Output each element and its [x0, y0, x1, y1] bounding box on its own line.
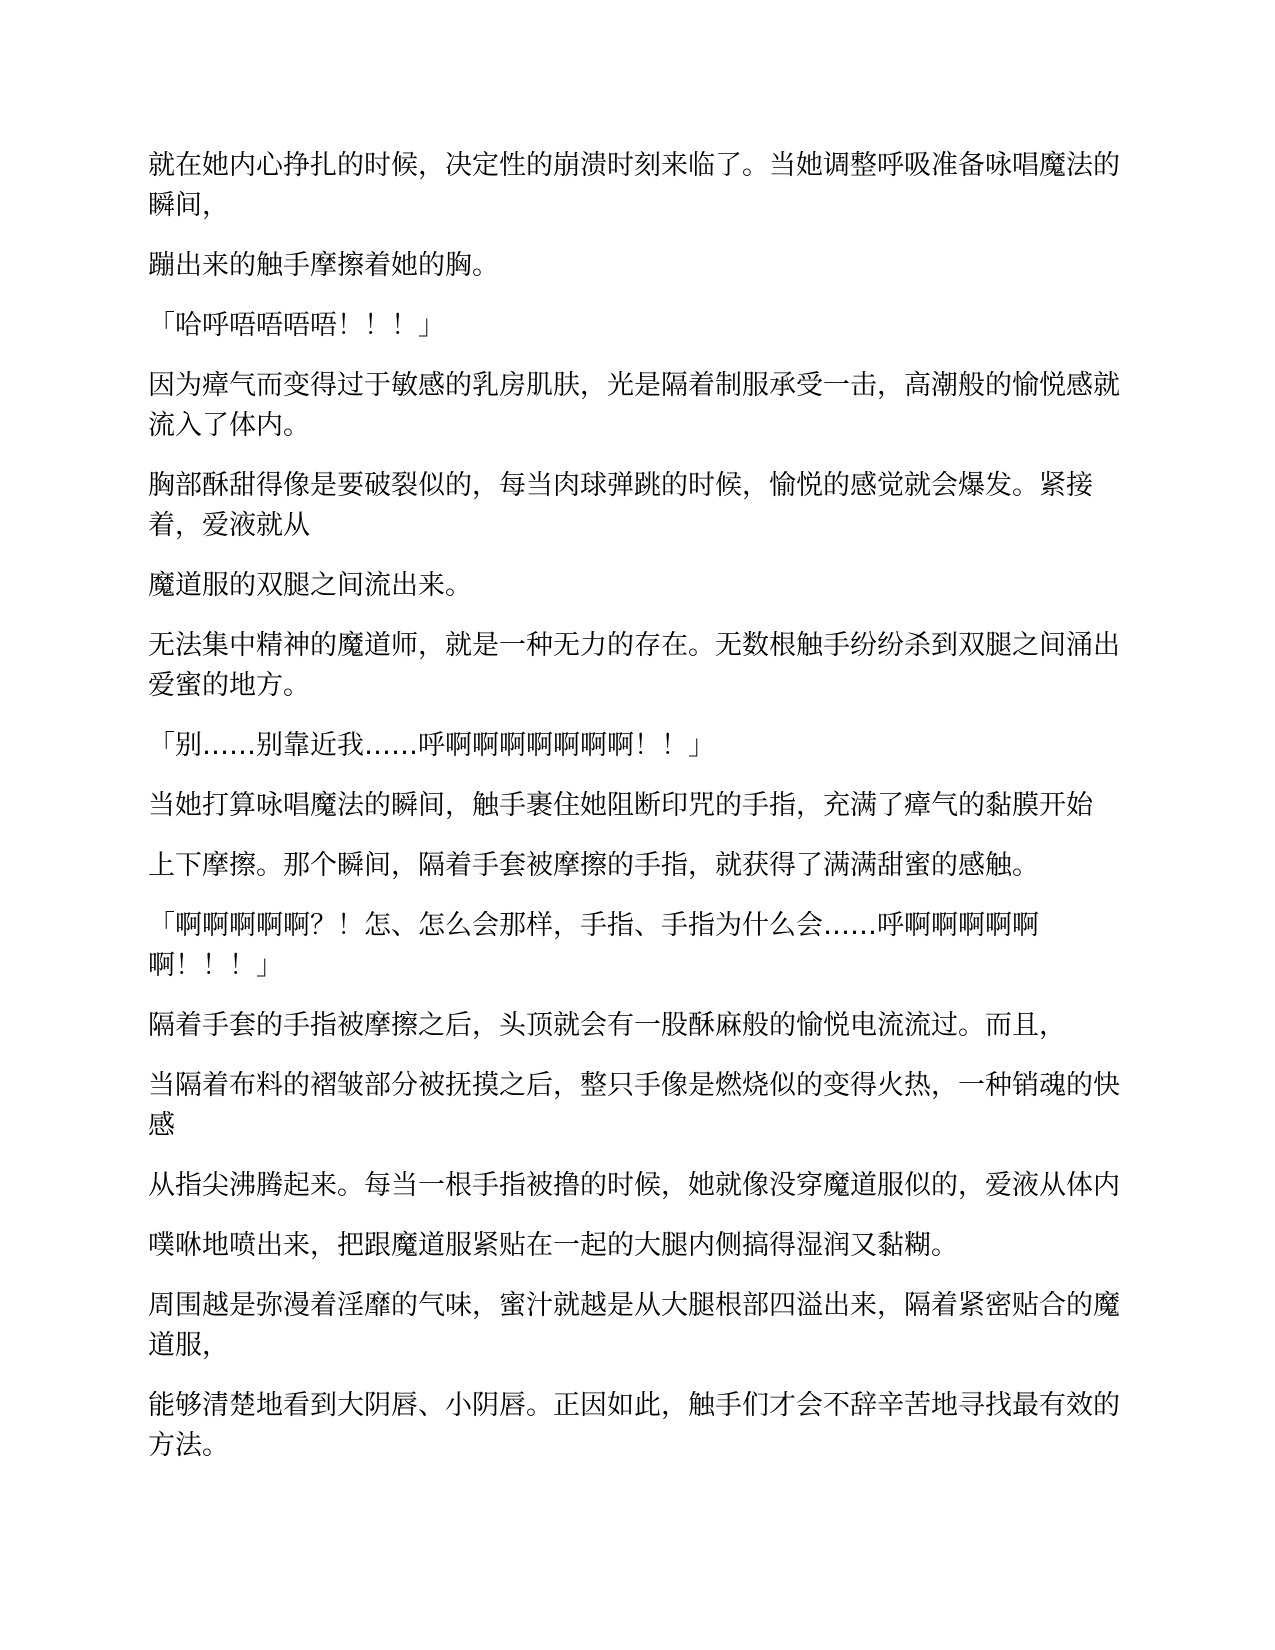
paragraph [148, 726, 1125, 766]
paragraph [148, 1286, 1125, 1366]
paragraph [148, 1006, 1125, 1046]
text-line: 就在她内心挣扎的时候，决定性的崩溃时刻来临了。当她调整呼吸准备咏唱魔法的 [148, 150, 1120, 181]
paragraph [148, 306, 1125, 346]
text-line: 当她打算咏唱魔法的瞬间，触手裹住她阻断印咒的手指，充满了瘴气的黏膜开始 [148, 790, 1093, 821]
paragraph-list [148, 146, 1125, 1466]
paragraph [148, 1166, 1125, 1206]
text-line: 上下摩擦。那个瞬间，隔着手套被摩擦的手指，就获得了满满甜蜜的感触。 [148, 850, 1039, 881]
text-line: 从指尖沸腾起来。每当一根手指被撸的时候，她就像没穿魔道服似的，爱液从体内 [148, 1170, 1120, 1201]
paragraph [148, 1386, 1125, 1466]
text-line: 当隔着布料的褶皱部分被抚摸之后，整只手像是燃烧似的变得火热，一种销魂的快 [148, 1070, 1120, 1101]
paragraph [148, 1066, 1125, 1146]
text-line: 能够清楚地看到大阴唇、小阴唇。正因如此，触手们才会不辞辛苦地寻找最有效的 [148, 1390, 1120, 1421]
paragraph [148, 1226, 1125, 1266]
text-line: 爱蜜的地方。 [148, 670, 310, 701]
text-line: 道服， [148, 1330, 229, 1361]
text-line: 周围越是弥漫着淫靡的气味，蜜汁就越是从大腿根部四溢出来，隔着紧密贴合的魔 [148, 1290, 1120, 1321]
text-line: 感 [148, 1110, 175, 1141]
text-line: 方法。 [148, 1430, 229, 1461]
text-line: 「别……别靠近我……呼啊啊啊啊啊啊啊！！」 [148, 730, 715, 761]
paragraph [148, 566, 1125, 606]
text-line: 着，爱液就从 [148, 510, 310, 541]
paragraph [148, 466, 1125, 546]
text-line: 魔道服的双腿之间流出来。 [148, 570, 472, 601]
text-line: 蹦出来的触手摩擦着她的胸。 [148, 250, 499, 281]
text-line: 瞬间， [148, 190, 229, 221]
paragraph [148, 906, 1125, 986]
paragraph [148, 246, 1125, 286]
text-line: 胸部酥甜得像是要破裂似的，每当肉球弹跳的时候，愉悦的感觉就会爆发。紧接 [148, 470, 1093, 501]
text-line: 隔着手套的手指被摩擦之后，头顶就会有一股酥麻般的愉悦电流流过。而且， [148, 1010, 1066, 1041]
paragraph [148, 366, 1125, 446]
text-line: 噗咻地喷出来，把跟魔道服紧贴在一起的大腿内侧搞得湿润又黏糊。 [148, 1230, 958, 1261]
paragraph [148, 626, 1125, 706]
text-line: 流入了体内。 [148, 410, 310, 441]
text-line: 因为瘴气而变得过于敏感的乳房肌肤，光是隔着制服承受一击，高潮般的愉悦感就 [148, 370, 1120, 401]
text-line: 无法集中精神的魔道师，就是一种无力的存在。无数根触手纷纷杀到双腿之间涌出 [148, 630, 1120, 661]
text-line: 「啊啊啊啊啊？！怎、怎么会那样，手指、手指为什么会……呼啊啊啊啊啊 [148, 910, 1039, 941]
paragraph [148, 846, 1125, 886]
text-line: 「哈呼唔唔唔唔！！！」 [148, 310, 445, 341]
paragraph [148, 786, 1125, 826]
paragraph [148, 146, 1125, 226]
text-line: 啊！！！」 [148, 950, 283, 981]
